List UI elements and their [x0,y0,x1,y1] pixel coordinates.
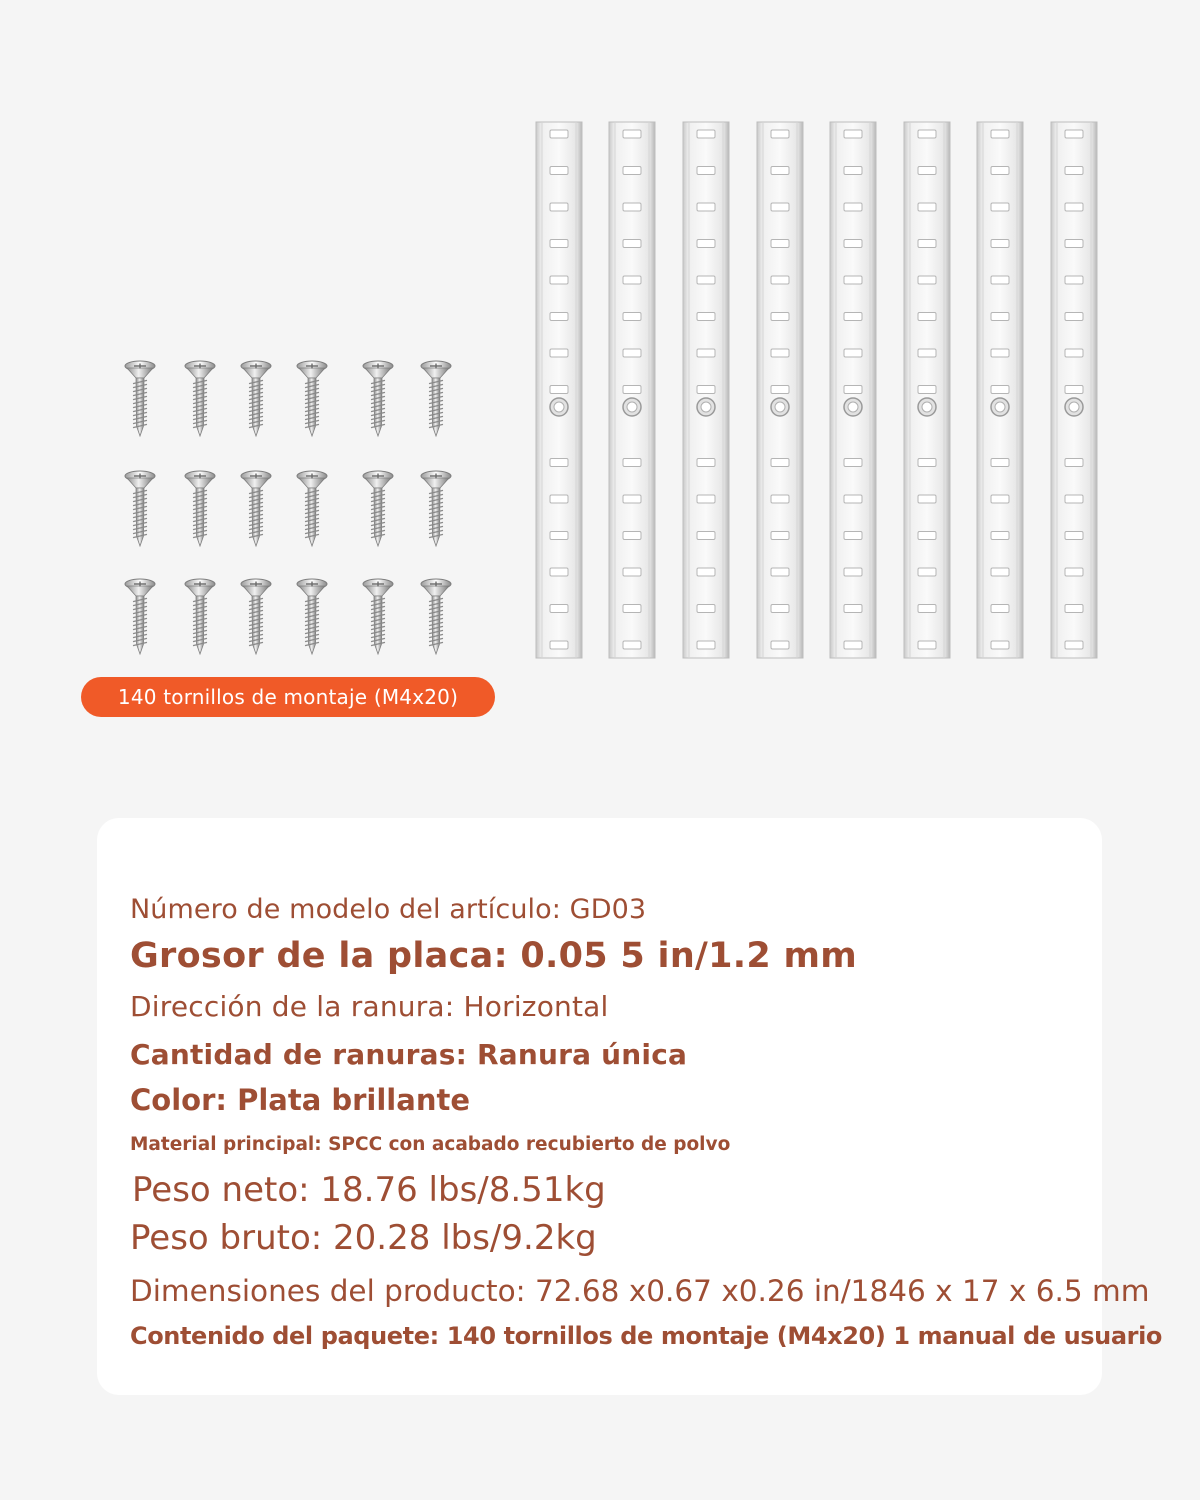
screw-icon [421,471,451,546]
shelf-rail-icon [1051,122,1097,658]
spec-slot-direction: Dirección de la ranura: Horizontal [130,990,609,1023]
screws-illustration [110,356,470,666]
spec-product-dimensions: Dimensiones del producto: 72.68 x0.67 x0.26 in/1846 x 17 x 6.5 mm [130,1274,1150,1308]
screw-icon [363,579,393,654]
screw-icon [125,471,155,546]
shelf-rail-icon [609,122,655,658]
shelf-rail-icon [757,122,803,658]
screw-icon [185,471,215,546]
spec-package-contents: Contenido del paquete: 140 tornillos de montaje (M4x20) 1 manual de usuario [130,1322,1162,1350]
screw-icon [297,471,327,546]
screw-icon [185,361,215,436]
screw-icon [241,471,271,546]
screw-icon [297,361,327,436]
spec-slot-quantity: Cantidad de ranuras: Ranura única [130,1038,688,1071]
spec-net-weight: Peso neto: 18.76 lbs/8.51kg [132,1170,606,1210]
spec-color: Color: Plata brillante [130,1083,470,1117]
spec-plate-thickness: Grosor de la placa: 0.05 5 in/1.2 mm [130,936,858,976]
shelf-rail-icon [536,122,582,658]
shelf-rail-icon [904,122,950,658]
spec-main-material: Material principal: SPCC con acabado recubierto de polvo [130,1134,731,1155]
specifications-card [97,818,1162,1395]
shelf-rail-icon [977,122,1023,658]
screw-icon [185,579,215,654]
spec-gross-weight: Peso bruto: 20.28 lbs/9.2kg [130,1218,597,1258]
screw-icon [363,361,393,436]
screw-icon [241,361,271,436]
spec-model-number: Número de modelo del artículo: GD03 [130,894,647,925]
screw-icon [125,579,155,654]
screw-icon [421,579,451,654]
screw-icon [297,579,327,654]
screws-badge: 140 tornillos de montaje (M4x20) [81,677,495,717]
screw-icon [363,471,393,546]
screw-icon [421,361,451,436]
screw-icon [241,579,271,654]
shelf-rails-illustration [522,116,1112,664]
shelf-rail-icon [683,122,729,658]
screw-icon [125,361,155,436]
shelf-rail-icon [830,122,876,658]
